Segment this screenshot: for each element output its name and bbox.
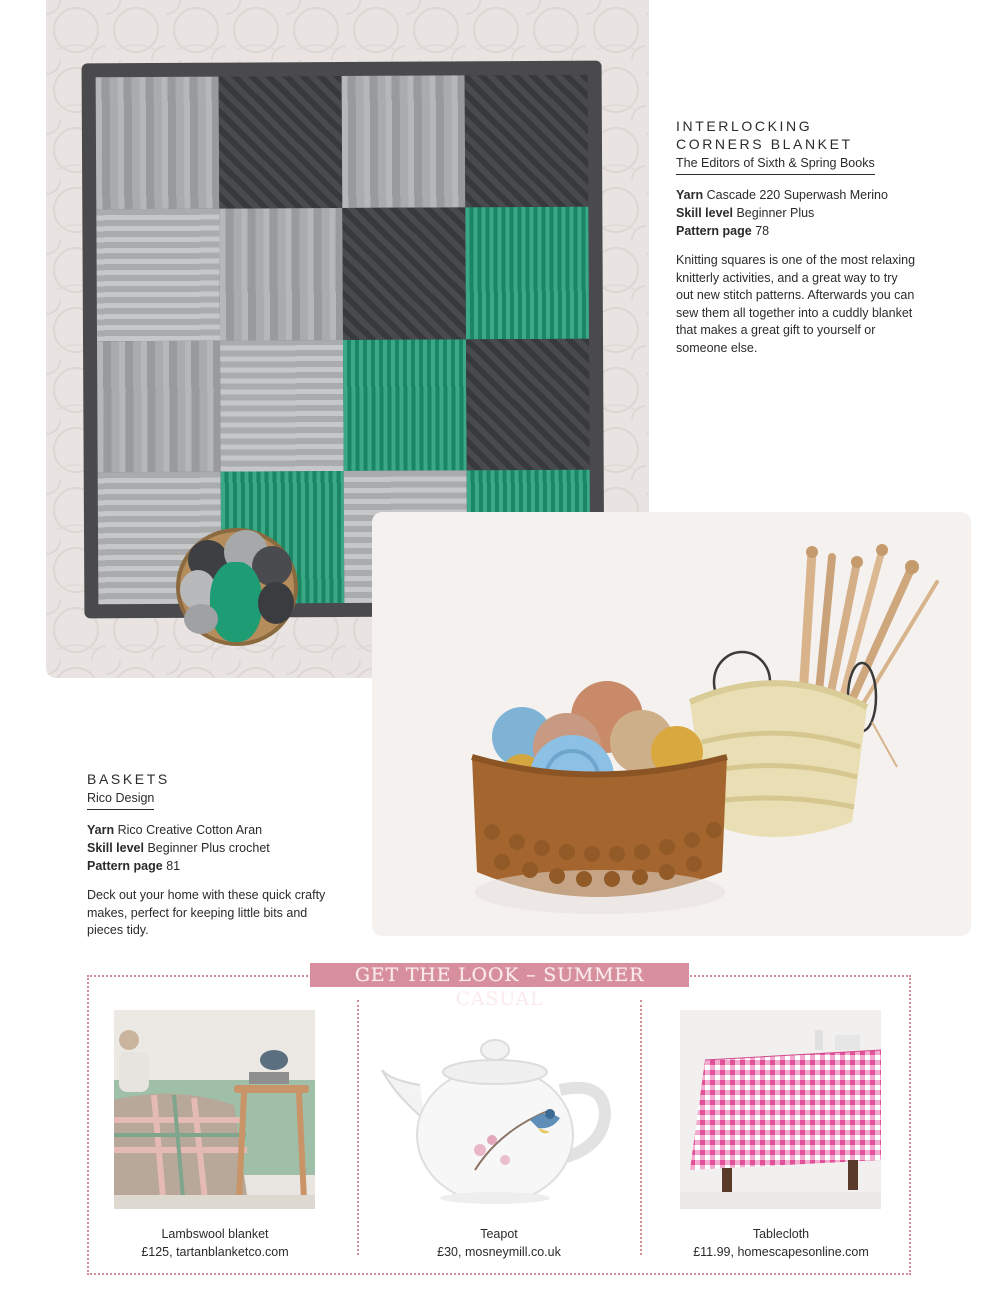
- blanket-square: [465, 206, 589, 338]
- baskets-article: [87, 770, 337, 940]
- tablecloth-image[interactable]: [680, 1010, 881, 1209]
- baskets-specs: [87, 821, 337, 875]
- yarn-label: Yarn: [676, 188, 704, 202]
- blanket-title-line-1: INTERLOCKING: [676, 118, 813, 134]
- blanket-article: [676, 117, 916, 358]
- yarn-ball: [184, 604, 218, 634]
- product-price-source: £125, tartanblanketco.com: [141, 1244, 289, 1259]
- blanket-square: [220, 340, 344, 472]
- baskets-pattern: [87, 857, 337, 875]
- skill-value: Beginner Plus crochet: [147, 841, 270, 855]
- product-name: Tablecloth: [752, 1227, 810, 1241]
- blanket-yarn: [676, 186, 916, 204]
- tablecloth-illustration: [680, 1010, 881, 1209]
- pattern-label: Pattern page: [676, 224, 752, 238]
- product-caption: [95, 1226, 335, 1261]
- baskets-skill: [87, 839, 337, 857]
- teapot-illustration: [380, 1010, 620, 1209]
- blanket-square: [96, 208, 220, 340]
- skill-label: Skill level: [676, 206, 733, 220]
- yarn-bowl: [176, 528, 298, 646]
- product-name: Lambswool blanket: [161, 1227, 269, 1241]
- pattern-value: 78: [755, 224, 770, 238]
- blanket-square: [342, 207, 466, 339]
- blanket-specs: [676, 186, 916, 240]
- blanket-pattern: [676, 222, 916, 240]
- yarn-value: Rico Creative Cotton Aran: [117, 823, 263, 837]
- product-price-source: £30, mosneymill.co.uk: [437, 1244, 561, 1259]
- product-divider: [357, 1000, 359, 1255]
- product-caption: [661, 1226, 901, 1261]
- skill-label: Skill level: [87, 841, 144, 855]
- pattern-value: 81: [166, 859, 181, 873]
- blanket-square: [219, 76, 343, 208]
- blanket-skill: [676, 204, 916, 222]
- baskets-yarn: [87, 821, 337, 839]
- product-caption: [379, 1226, 619, 1261]
- teapot-image[interactable]: [380, 1010, 620, 1209]
- blanket-square: [465, 75, 589, 207]
- product-name: Teapot: [480, 1227, 518, 1241]
- yarn-ball: [258, 582, 294, 624]
- blanket-square: [466, 338, 590, 470]
- blanket-square: [343, 339, 467, 471]
- pattern-label: Pattern page: [87, 859, 163, 873]
- lambswool-blanket-image[interactable]: [114, 1010, 315, 1209]
- baskets-photo: [372, 512, 971, 936]
- product-price-source: £11.99, homescapesonline.com: [693, 1244, 869, 1259]
- yarn-ball: [210, 562, 262, 642]
- blanket-square: [342, 75, 466, 207]
- yarn-value: Cascade 220 Superwash Merino: [706, 188, 888, 202]
- blanket-title-line-2: CORNERS BLANKET: [676, 136, 853, 152]
- skill-value: Beginner Plus: [736, 206, 815, 220]
- baskets-title: BASKETS: [87, 771, 170, 787]
- lambswool-blanket-illustration: [114, 1010, 315, 1209]
- blanket-square: [219, 208, 343, 340]
- get-the-look-title: GET THE LOOK – SUMMER CASUAL: [310, 963, 689, 987]
- yarn-label: Yarn: [87, 823, 115, 837]
- product-divider: [640, 1000, 642, 1255]
- blanket-square: [97, 340, 221, 472]
- baskets-illustration: [372, 512, 971, 936]
- blanket-author: The Editors of Sixth & Spring Books: [676, 155, 875, 175]
- blanket-description: Knitting squares is one of the most relaxing knitterly activities, and a great way to try out new stitch patterns. Afterwards you can sew them all together into a cuddly blanket that makes a great gift to yourself or someone else.: [676, 253, 916, 355]
- blanket-square: [96, 77, 220, 209]
- baskets-author: Rico Design: [87, 790, 154, 810]
- baskets-description: Deck out your home with these quick crafty makes, perfect for keeping little bits and pieces tidy.: [87, 888, 326, 938]
- blanket-title: [676, 117, 916, 153]
